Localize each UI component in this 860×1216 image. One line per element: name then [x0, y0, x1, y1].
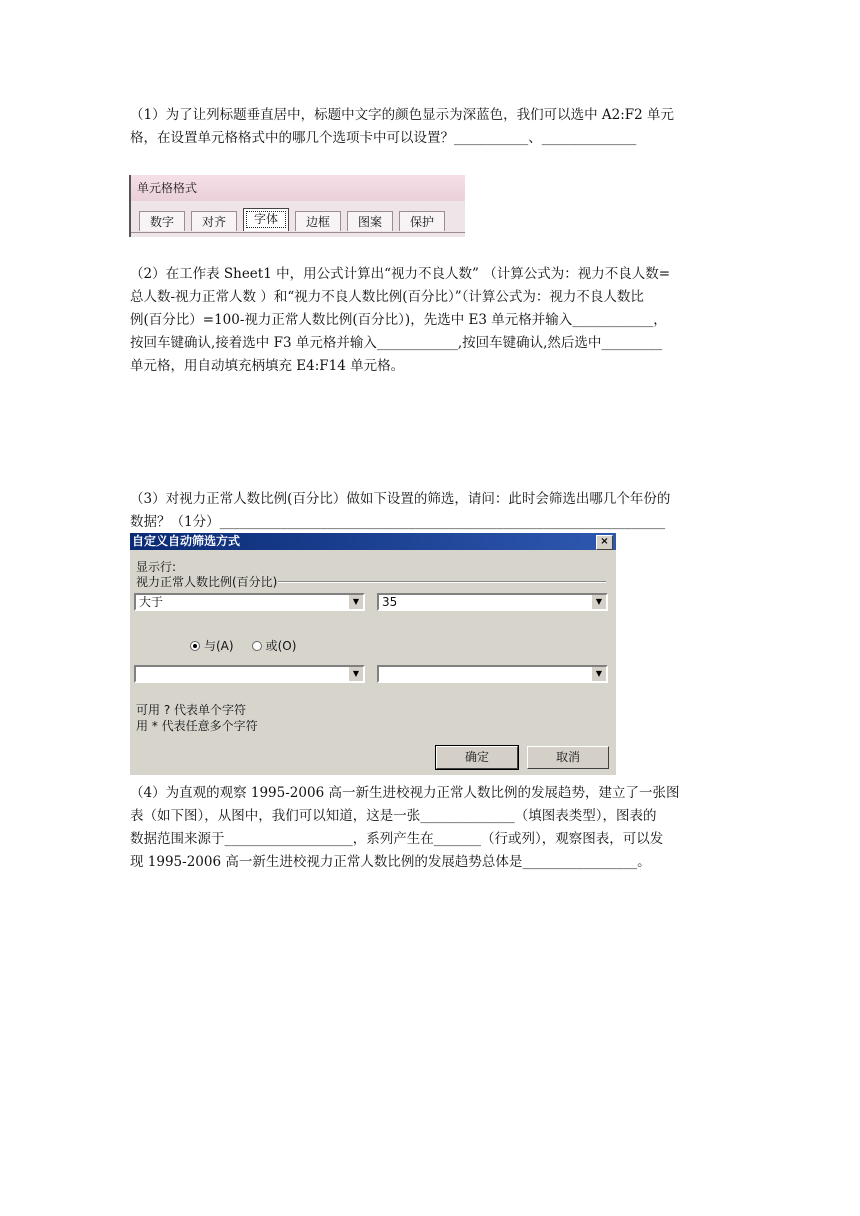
condition-1-operator-select[interactable]: [134, 593, 365, 611]
question-2-line-5: 单元格，用自动填充柄填充 E4:F14 单元格。: [130, 358, 405, 374]
question-2: [130, 263, 730, 378]
dialog-title-bar: [130, 533, 616, 550]
question-3: [130, 488, 730, 534]
format-cells-title: 单元格格式: [131, 175, 465, 201]
or-radio[interactable]: [252, 637, 297, 654]
wildcard-hint-single: 可用 ? 代表单个字符: [136, 703, 246, 717]
tab-strip-divider: [131, 232, 465, 233]
question-1-line-2: 格，在设置单元格格式中的哪几个选项卡中可以设置？___________、______________: [130, 130, 637, 146]
radio-unselected-icon[interactable]: [252, 641, 262, 651]
question-1-line-1: （1）为了让列标题垂直居中，标题中文字的颜色显示为深蓝色，我们可以选中 A2:F2 单元: [130, 107, 675, 123]
group-divider: [278, 581, 606, 583]
and-radio-label: 与(A): [204, 639, 234, 653]
and-radio[interactable]: [190, 637, 234, 654]
tab-patterns[interactable]: 图案: [347, 211, 393, 231]
chevron-down-icon[interactable]: ▼: [591, 595, 606, 609]
question-4-line-3: 数据范围来源于___________________，系列产生在_______（行或列），观察图表，可以发: [130, 831, 664, 847]
question-2-line-2: 总人数-视力正常人数 ）和“视力不良人数比例(百分比）”（计算公式为：视力不良人数比: [130, 289, 644, 305]
chevron-down-icon[interactable]: ▼: [591, 667, 606, 681]
question-1: [130, 104, 730, 150]
field-name-label: 视力正常人数比例(百分比): [136, 575, 278, 589]
question-4-line-1: （4）为直观的观察 1995-2006 高一新生进校视力正常人数比例的发展趋势，建立了一张图: [130, 785, 680, 801]
tab-protection[interactable]: 保护: [399, 211, 445, 231]
ok-button[interactable]: 确定: [436, 746, 518, 769]
format-cells-dialog: [129, 175, 465, 237]
tab-number[interactable]: 数字: [139, 211, 185, 231]
question-2-line-3: 例(百分比）=100-视力正常人数比例(百分比）)，先选中 E3 单元格并输入____________，: [130, 312, 667, 328]
dialog-title: 自定义自动筛选方式: [132, 534, 241, 548]
format-cells-tabs: [139, 211, 445, 231]
condition-1-value: 35: [382, 595, 398, 609]
question-2-line-4: 按回车键确认,接着选中 F3 单元格并输入____________,按回车键确认,然后选中_________: [130, 335, 663, 351]
chevron-down-icon[interactable]: ▼: [348, 595, 363, 609]
question-4: [130, 782, 730, 874]
cancel-button[interactable]: 取消: [527, 746, 609, 769]
tab-border[interactable]: 边框: [295, 211, 341, 231]
tab-font[interactable]: 字体: [243, 208, 289, 231]
condition-2-operator-select[interactable]: [134, 665, 365, 683]
logic-radio-group: [190, 637, 296, 654]
close-icon[interactable]: ×: [596, 535, 613, 550]
radio-selected-icon[interactable]: [190, 641, 200, 651]
show-rows-label: 显示行:: [136, 560, 177, 574]
chevron-down-icon[interactable]: ▼: [348, 667, 363, 681]
condition-1-operator-value: 大于: [139, 595, 164, 609]
question-3-line-2: 数据？（1分）__________________________________________________________________: [130, 514, 666, 530]
tab-alignment[interactable]: 对齐: [191, 211, 237, 231]
question-4-line-2: 表（如下图），从图中，我们可以知道，这是一张______________（填图表类型），图表的: [130, 808, 657, 824]
question-2-line-1: （2）在工作表 Sheet1 中，用公式计算出“视力不良人数” （计算公式为：视力不良人数=: [130, 266, 671, 282]
condition-2-value-select[interactable]: [377, 665, 608, 683]
question-4-line-4: 现 1995-2006 高一新生进校视力正常人数比例的发展趋势总体是_________________。: [130, 854, 651, 870]
condition-1-value-select[interactable]: [377, 593, 608, 611]
or-radio-label: 或(O): [265, 639, 297, 653]
question-3-line-1: （3）对视力正常人数比例(百分比）做如下设置的筛选，请问：此时会筛选出哪几个年份的: [130, 491, 671, 507]
wildcard-hint-multiple: 用 * 代表任意多个字符: [136, 719, 258, 733]
custom-autofilter-dialog: [130, 533, 616, 775]
